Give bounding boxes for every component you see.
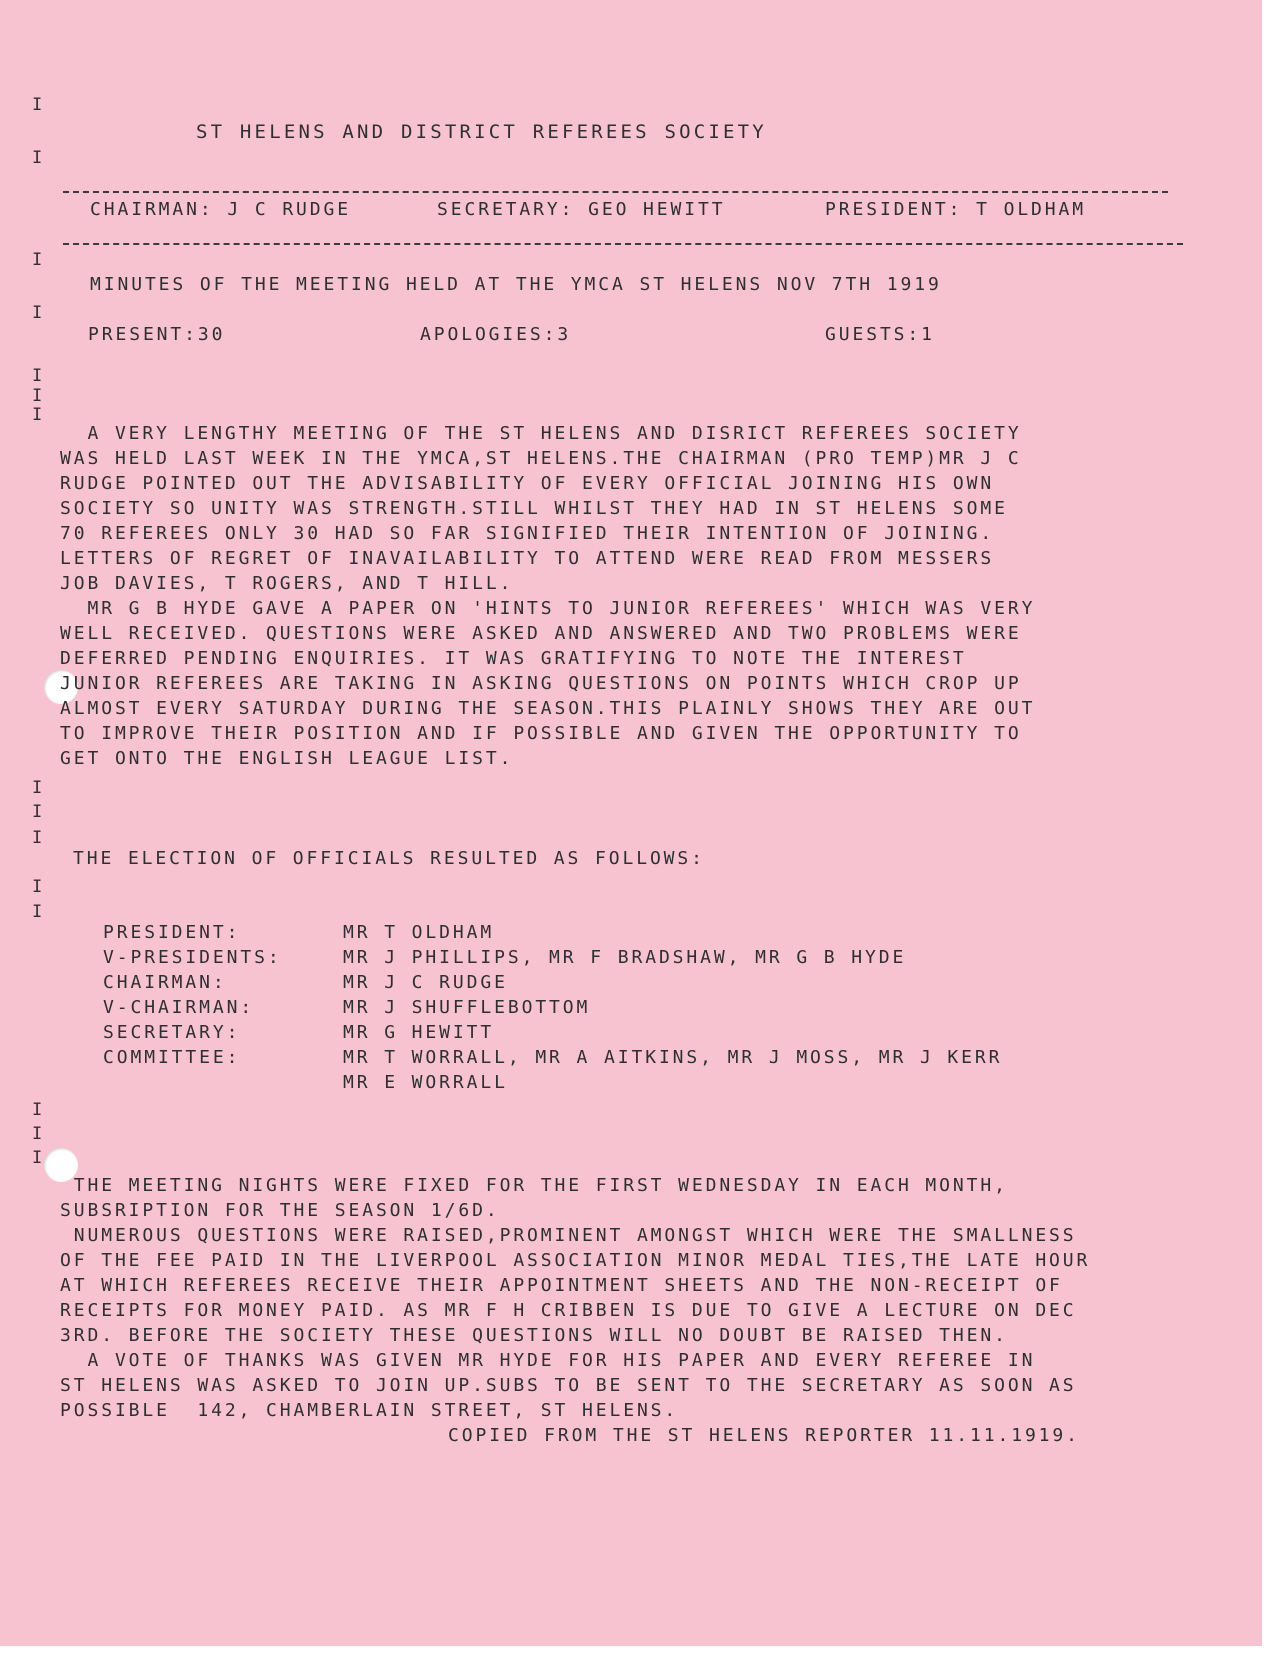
report-line: OF THE FEE PAID IN THE LIVERPOOL ASSOCIATION MINOR MEDAL TIES,THE LATE HOUR	[60, 1250, 1091, 1271]
report-line: 70 REFEREES ONLY 30 HAD SO FAR SIGNIFIED THEIR INTENTION OF JOINING.	[60, 523, 995, 544]
official-role: CHAIRMAN:	[103, 972, 227, 993]
guests-count: GUESTS:1	[825, 324, 935, 345]
president-header: PRESIDENT: T OLDHAM	[825, 199, 1087, 220]
official-role: PRESIDENT:	[103, 922, 241, 943]
report-line: JOB DAVIES, T ROGERS, AND T HILL.	[60, 573, 514, 594]
margin-tally-mark: I	[32, 828, 43, 848]
report-line: LETTERS OF REGRET OF INAVAILABILITY TO ATTEND WERE READ FROM MESSERS	[60, 548, 995, 569]
apologies-count: APOLOGIES:3	[420, 324, 572, 345]
bottom-rule	[63, 243, 1183, 245]
report-line: POSSIBLE 142, CHAMBERLAIN STREET, ST HELENS.	[60, 1400, 679, 1421]
margin-tally-mark: I	[32, 802, 43, 822]
report-line: DEFERRED PENDING ENQUIRIES. IT WAS GRATIFYING TO NOTE THE INTEREST	[60, 648, 967, 669]
margin-tally-mark: I	[32, 405, 43, 425]
margin-tally-mark: I	[32, 148, 43, 168]
margin-tally-mark: I	[32, 778, 43, 798]
report-line: ALMOST EVERY SATURDAY DURING THE SEASON.THIS PLAINLY SHOWS THEY ARE OUT	[60, 698, 1036, 719]
report-line: JUNIOR REFEREES ARE TAKING IN ASKING QUESTIONS ON POINTS WHICH CROP UP	[60, 673, 1022, 694]
margin-tally-mark: I	[32, 250, 43, 270]
chairman-header: CHAIRMAN: J C RUDGE	[90, 199, 352, 220]
official-role: COMMITTEE:	[103, 1047, 241, 1068]
report-line: NUMEROUS QUESTIONS WERE RAISED,PROMINENT AMONGST WHICH WERE THE SMALLNESS	[60, 1225, 1077, 1246]
source-note: COPIED FROM THE ST HELENS REPORTER 11.11.1919.	[448, 1425, 1080, 1446]
scan-edge-right	[1262, 0, 1276, 1656]
official-names: MR J SHUFFLEBOTTOM	[343, 997, 591, 1018]
margin-tally-mark: I	[32, 366, 43, 386]
report-line: A VOTE OF THANKS WAS GIVEN MR HYDE FOR HIS PAPER AND EVERY REFEREE IN	[60, 1350, 1036, 1371]
official-names: MR J C RUDGE	[343, 972, 508, 993]
report-line: A VERY LENGTHY MEETING OF THE ST HELENS AND DISRICT REFEREES SOCIETY	[60, 423, 1022, 444]
margin-tally-mark: I	[32, 902, 43, 922]
margin-tally-mark: I	[32, 1148, 43, 1168]
report-line: GET ONTO THE ENGLISH LEAGUE LIST.	[60, 748, 514, 769]
official-names: MR E WORRALL	[343, 1072, 508, 1093]
report-line: WELL RECEIVED. QUESTIONS WERE ASKED AND ANSWERED AND TWO PROBLEMS WERE	[60, 623, 1022, 644]
report-line: TO IMPROVE THEIR POSITION AND IF POSSIBLE AND GIVEN THE OPPORTUNITY TO	[60, 723, 1022, 744]
report-line: 3RD. BEFORE THE SOCIETY THESE QUESTIONS WILL NO DOUBT BE RAISED THEN.	[60, 1325, 1008, 1346]
margin-tally-mark: I	[32, 877, 43, 897]
report-line: MR G B HYDE GAVE A PAPER ON 'HINTS TO JUNIOR REFEREES' WHICH WAS VERY	[60, 598, 1036, 619]
margin-tally-mark: I	[32, 1124, 43, 1144]
margin-tally-mark: I	[32, 95, 43, 115]
report-line: ST HELENS WAS ASKED TO JOIN UP.SUBS TO BE SENT TO THE SECRETARY AS SOON AS	[60, 1375, 1077, 1396]
report-line: RUDGE POINTED OUT THE ADVISABILITY OF EVERY OFFICIAL JOINING HIS OWN	[60, 473, 995, 494]
margin-tally-mark: I	[32, 1100, 43, 1120]
report-line: RECEIPTS FOR MONEY PAID. AS MR F H CRIBBEN IS DUE TO GIVE A LECTURE ON DEC	[60, 1300, 1077, 1321]
present-count: PRESENT:30	[88, 324, 226, 345]
margin-tally-mark: I	[32, 303, 43, 323]
official-role: V-CHAIRMAN:	[103, 997, 255, 1018]
official-role: SECRETARY:	[103, 1022, 241, 1043]
top-rule	[63, 191, 1168, 193]
election-heading: THE ELECTION OF OFFICIALS RESULTED AS FOLLOWS:	[73, 848, 705, 869]
secretary-header: SECRETARY: GEO HEWITT	[437, 199, 726, 220]
report-line: WAS HELD LAST WEEK IN THE YMCA,ST HELENS.THE CHAIRMAN (PRO TEMP)MR J C	[60, 448, 1022, 469]
official-role: V-PRESIDENTS:	[103, 947, 282, 968]
scan-edge-bottom	[0, 1646, 1276, 1656]
official-names: MR G HEWITT	[343, 1022, 495, 1043]
official-names: MR T WORRALL, MR A AITKINS, MR J MOSS, MR J KERR	[343, 1047, 1003, 1068]
minutes-heading: MINUTES OF THE MEETING HELD AT THE YMCA ST HELENS NOV 7TH 1919	[90, 274, 942, 295]
report-paragraph-1	[60, 421, 1220, 771]
report-paragraph-2	[60, 1173, 1220, 1423]
official-names: MR J PHILLIPS, MR F BRADSHAW, MR G B HYDE	[343, 947, 907, 968]
report-line: SUBSRIPTION FOR THE SEASON 1/6D.	[60, 1200, 500, 1221]
society-title: ST HELENS AND DISTRICT REFEREES SOCIETY	[196, 121, 767, 143]
official-names: MR T OLDHAM	[343, 922, 495, 943]
margin-tally-mark: I	[32, 386, 43, 406]
report-line: SOCIETY SO UNITY WAS STRENGTH.STILL WHILST THEY HAD IN ST HELENS SOME	[60, 498, 1008, 519]
report-line: THE MEETING NIGHTS WERE FIXED FOR THE FIRST WEDNESDAY IN EACH MONTH,	[60, 1175, 1008, 1196]
report-line: AT WHICH REFEREES RECEIVE THEIR APPOINTMENT SHEETS AND THE NON-RECEIPT OF	[60, 1275, 1063, 1296]
